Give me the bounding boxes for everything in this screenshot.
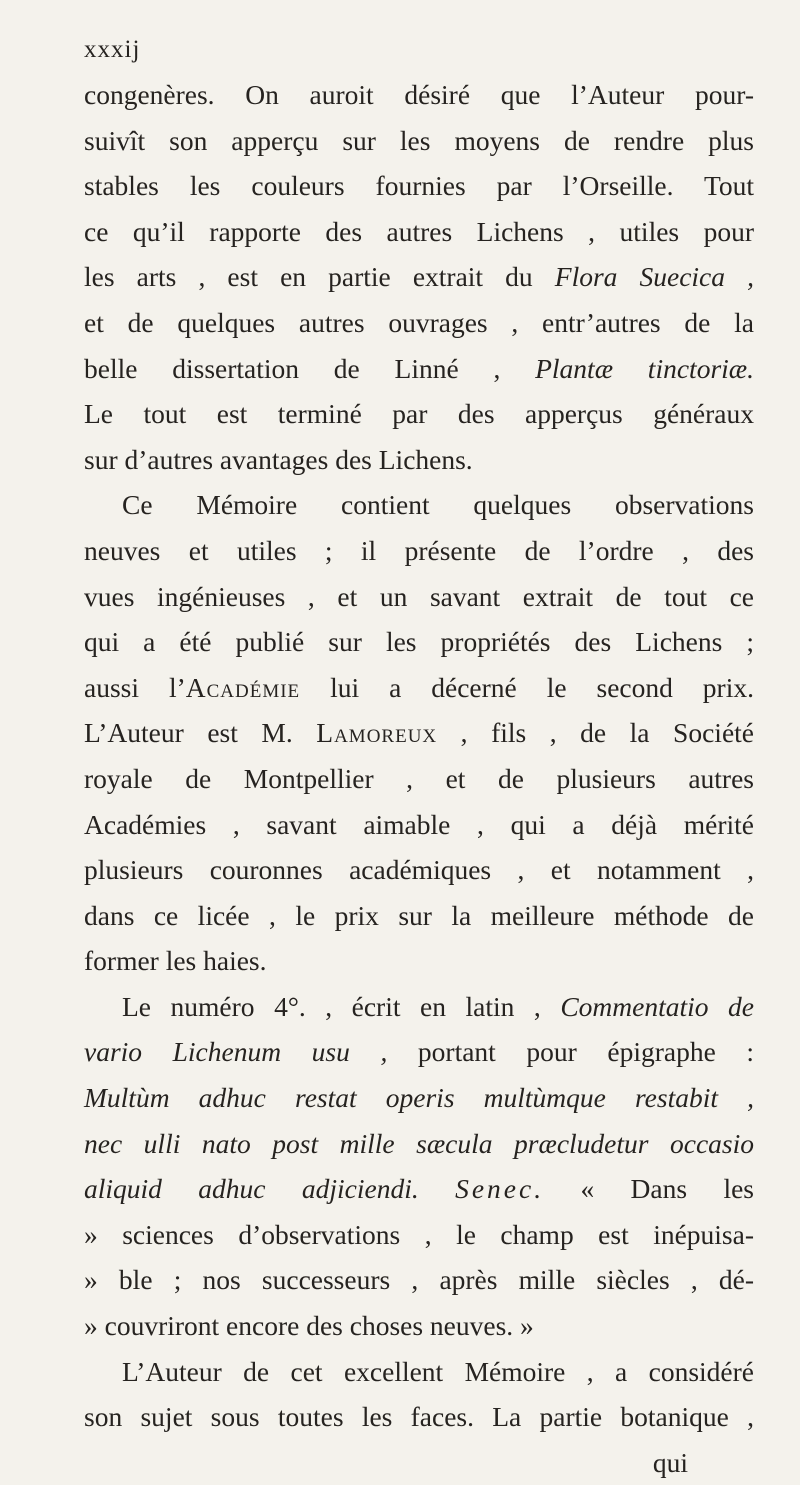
text-line: congenères. On auroit désiré que l’Auteur pour- — [84, 79, 754, 110]
text-run: les arts , est en partie extrait du — [84, 261, 555, 293]
text-line: ce qu’il rapporte des autres Lichens , utiles pour — [84, 215, 754, 247]
epigraph-line — [84, 1075, 754, 1121]
text-run: aussi l’ — [84, 671, 186, 703]
text-run: Le numéro 4°. , écrit en latin , — [122, 990, 561, 1022]
page-body — [84, 72, 754, 1485]
text-line: et de quelques autres ouvrages , entr’autres de la — [84, 306, 754, 338]
text-line: vues ingénieuses , et un savant extrait de tout ce — [84, 580, 754, 612]
page-number: xxxij — [84, 36, 141, 63]
text-run: L’Auteur est M. — [84, 717, 317, 749]
latin-title: vario Lichenum usu , — [84, 1036, 388, 1068]
quote-line: » couvriront encore des choses neuves. » — [84, 1310, 534, 1342]
text-line — [84, 710, 754, 756]
text-line — [84, 254, 754, 300]
text-line: Ce Mémoire contient quelques observations — [122, 489, 754, 521]
text-line: sur d’autres avantages des Lichens. — [84, 443, 473, 475]
text-run: « Dans les — [544, 1173, 754, 1205]
author-name-smallcaps: Lamoreux — [316, 717, 438, 749]
text-line: qui a été publié sur les propriétés des Lichens ; — [84, 626, 754, 658]
text-line: stables les couleurs fournies par l’Orseille. Tout — [84, 170, 754, 202]
epigraph-line — [84, 1121, 754, 1167]
epigraph-text: aliquid adhuc adjiciendi. — [84, 1173, 456, 1205]
text-line — [84, 984, 754, 1030]
latin-title: Commentatio de — [560, 990, 754, 1022]
text-line — [84, 665, 754, 711]
seneca-attribution: Senec. — [455, 1173, 545, 1205]
text-line — [84, 1029, 754, 1075]
text-line: dans ce licée , le prix sur la meilleure méthode de — [84, 899, 754, 931]
academie-smallcaps: Académie — [185, 671, 301, 703]
title-flora-suecica: Flora Suecica , — [554, 261, 754, 293]
text-line: son sujet sous toutes les faces. La partie botanique , — [84, 1401, 754, 1433]
text-line: Académies , savant aimable , qui a déjà mérité — [84, 808, 754, 840]
epigraph-text: Multùm adhuc restat operis multùmque restabit , — [84, 1082, 754, 1114]
text-run: , fils , de la Société — [437, 717, 754, 749]
text-line: L’Auteur de cet excellent Mémoire , a considéré — [122, 1355, 754, 1387]
text-run: lui a décerné le second prix. — [300, 671, 754, 703]
epigraph-text: nec ulli nato post mille sæcula præcludetur occasio — [84, 1127, 754, 1159]
quote-line: » sciences d’observations , le champ est inépuisa- — [84, 1218, 754, 1250]
text-run: belle dissertation de Linné , — [84, 352, 536, 384]
text-run: portant pour épigraphe : — [387, 1036, 754, 1068]
catchword: qui — [652, 1446, 688, 1478]
text-line — [84, 346, 754, 392]
text-line: former les haies. — [84, 945, 267, 977]
text-line: Le tout est terminé par des apperçus généraux — [84, 398, 754, 430]
text-line: suivît son apperçu sur les moyens de rendre plus — [84, 124, 754, 156]
text-line: royale de Montpellier , et de plusieurs autres — [84, 762, 754, 794]
title-plantae-tinctoriae: Plantæ tinctoriæ. — [535, 352, 754, 384]
text-line: neuves et utiles ; il présente de l’ordre , des — [84, 534, 754, 566]
text-line: plusieurs couronnes académiques , et notamment , — [84, 854, 754, 886]
quote-line: » ble ; nos successeurs , après mille siècles , dé- — [84, 1264, 754, 1296]
text-line — [84, 1166, 754, 1212]
